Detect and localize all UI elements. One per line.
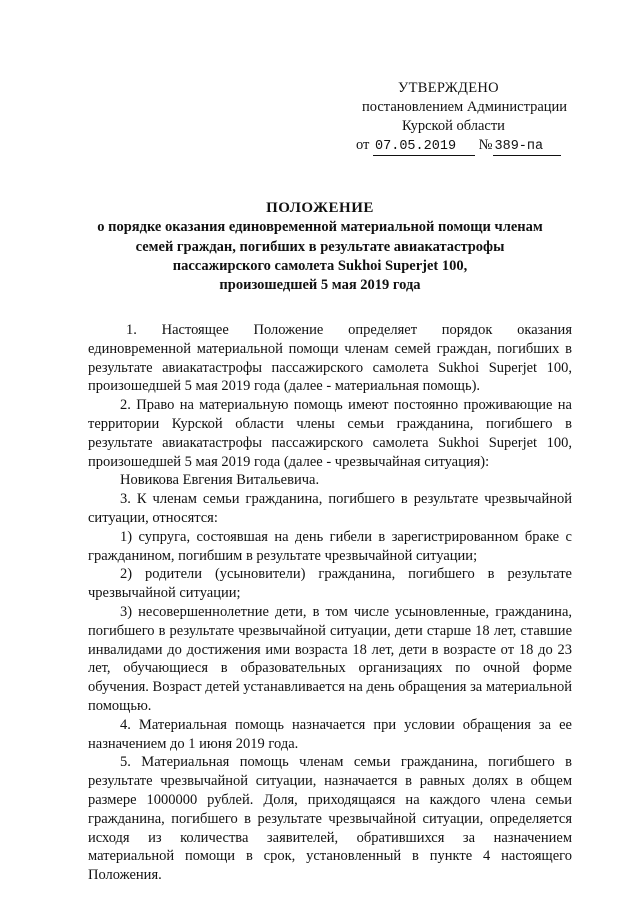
paragraph-4: 4. Материальная помощь назначается при условии обращения за ее назначением до 1 июня 2019 года. [88, 716, 572, 752]
paragraph-5: 5. Материальная помощь членам семьи гражданина, погибшего в результате чрезвычайной ситуации, назначается в равных долях в общем размере 1000000 рублей. Доля, приходящаяся на каждого члена семьи гражданина, погибшего в результате чрезвычайной ситуации, определяется исходя из количества заявителей, обратившихся за назначением материальной помощи в срок, установленный в пункте 4 настоящего Положения. [88, 754, 572, 884]
deceased-name: Новикова Евгения Витальевича. [120, 472, 320, 489]
approval-heading: УТВЕРЖДЕНО [398, 80, 499, 96]
paragraph-3: 3. К членам семьи гражданина, погибшего в результате чрезвычайной ситуации, относятся: [88, 491, 572, 526]
approval-authority: постановлением Администрации [362, 99, 568, 115]
approval-date: 07.05.2019 [373, 138, 475, 156]
approval-number: 389-па [493, 138, 561, 156]
paragraph-3-item-3: 3) несовершеннолетние дети, в том числе усыновленные, гражданина, погибшего в результате чрезвычайной ситуации, дети старше 18 лет, ставшие инвалидами до достижения ими возраста 18 лет, дети в возрасте от 18 до 23 лет, обучающиеся в образовательных организациях по очной форме обучения. Возраст детей устанавливается на день обращения за материальной помощью. [88, 603, 572, 714]
approval-number-label: № [478, 137, 493, 153]
title-main: ПОЛОЖЕНИЕ [266, 200, 374, 216]
approval-date-number [356, 137, 561, 156]
approval-from-label: от [356, 137, 370, 153]
approval-region: Курской области [402, 118, 505, 134]
paragraph-3-item-1: 1) супруга, состоявшая на день гибели в зарегистрированном браке с гражданином, погибшим в результате чрезвычайной ситуации; [88, 528, 572, 564]
document-title [60, 199, 580, 295]
title-line-4: произошедшей 5 мая 2019 года [219, 277, 421, 294]
title-line-1: о порядке оказания единовременной материальной помощи членам [97, 219, 543, 236]
title-line-2: семей граждан, погибших в результате авиакатастрофы [135, 238, 505, 255]
title-line-3: пассажирского самолета Sukhoi Superjet 100, [172, 257, 468, 274]
paragraph-3-item-2: 2) родители (усыновители) гражданина, погибшего в результате чрезвычайной ситуации; [88, 566, 572, 602]
paragraph-1: 1. Настоящее Положение определяет порядок оказания единовременной материальной помощи членам семей граждан, погибших в результате авиакатастрофы пассажирского самолета Sukhoi Superjet 100, произошедшей 5 мая 2019 года (далее - материальная помощь). [88, 322, 572, 395]
paragraph-2: 2. Право на материальную помощь имеют постоянно проживающие на территории Курской области члены семьи гражданина, погибшего в результате авиакатастрофы пассажирского самолета Sukhoi Superjet 100, произошедшей 5 мая 2019 года (далее - чрезвычайная ситуация): [88, 397, 572, 470]
document-body [88, 321, 572, 885]
